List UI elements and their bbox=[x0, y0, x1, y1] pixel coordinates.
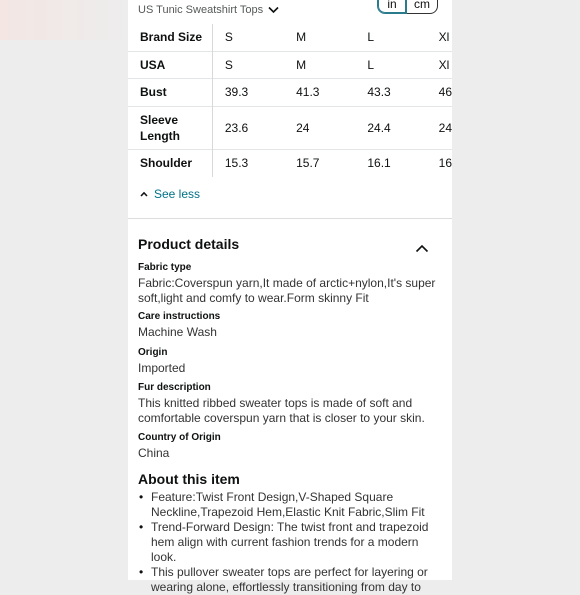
table-cell: S bbox=[224, 57, 233, 72]
table-cell: 24.4 bbox=[367, 120, 391, 135]
list-item: • Trend-Forward Design: The twist front and trapezoid hem align with current fashion trends for a modern look. bbox=[138, 520, 444, 565]
product-link-text: US Tunic Sweatshirt Tops bbox=[138, 4, 264, 16]
collapse-chevron-icon[interactable] bbox=[415, 244, 429, 253]
detail-value: Fabric:Coverspun yarn,It made of arctic+nylon,It's super soft,light and comfy to wear.Form skinny Fit bbox=[138, 276, 436, 305]
table-cell: 23.6 bbox=[224, 120, 249, 135]
about-item-heading: About this item bbox=[138, 471, 240, 487]
detail-value: Machine Wash bbox=[138, 325, 217, 339]
product-panel bbox=[128, 0, 452, 594]
detail-country-of-origin bbox=[138, 431, 438, 461]
list-item: • Feature:Twist Front Design,V-Shaped Square Neckline,Trapezoid Hem,Elastic Knit Fabric,Slim Fit bbox=[138, 490, 444, 520]
table-cell: 16.1 bbox=[367, 156, 391, 171]
see-less-link[interactable] bbox=[140, 187, 200, 201]
detail-label: Fabric type bbox=[138, 262, 192, 273]
background-blur bbox=[0, 0, 128, 40]
table-cell: 39.3 bbox=[224, 85, 249, 99]
detail-fabric-type bbox=[138, 261, 438, 306]
product-details-heading: Product details bbox=[138, 236, 240, 252]
table-cell: 41.3 bbox=[296, 85, 320, 99]
list-item: • This pullover sweater tops are perfect for layering or wearing alone, effortlessly transitioning from day to bbox=[138, 565, 444, 595]
table-row bbox=[128, 78, 452, 106]
table-cell: 16 bbox=[438, 156, 452, 171]
see-less-label: See less bbox=[154, 187, 201, 201]
table-cell: 24 bbox=[296, 120, 310, 135]
about-bullet-list bbox=[138, 490, 444, 595]
table-cell: S bbox=[224, 30, 233, 45]
table-cell: M bbox=[296, 57, 307, 72]
detail-label: Country of Origin bbox=[138, 432, 221, 443]
table-row bbox=[128, 24, 452, 51]
table-cell: Xl bbox=[438, 57, 450, 72]
size-chart-table bbox=[128, 24, 452, 177]
table-row bbox=[128, 106, 452, 149]
detail-origin bbox=[138, 346, 438, 376]
detail-value: China bbox=[138, 446, 170, 460]
unit-toggle bbox=[377, 0, 438, 14]
detail-value: Imported bbox=[138, 361, 186, 375]
detail-care-instructions bbox=[138, 310, 438, 340]
row-header: Bust bbox=[128, 78, 212, 106]
row-header: Brand Size bbox=[128, 24, 212, 51]
table-cell: 43.3 bbox=[367, 85, 391, 99]
detail-label: Care instructions bbox=[138, 311, 221, 322]
section-divider bbox=[128, 218, 452, 219]
detail-value: This knitted ribbed sweater tops is made of soft and comfortable coverspun yarn that is closer to your skin. bbox=[138, 396, 425, 425]
table-cell: 46 bbox=[438, 85, 452, 99]
table-cell: 15.3 bbox=[224, 156, 249, 171]
chevron-down-icon bbox=[268, 6, 279, 14]
detail-fur-description bbox=[138, 381, 438, 426]
table-cell: L bbox=[367, 57, 375, 72]
product-variant-dropdown[interactable] bbox=[138, 2, 279, 18]
unit-cm-button[interactable]: cm bbox=[407, 0, 438, 14]
table-row bbox=[128, 149, 452, 177]
detail-label: Fur description bbox=[138, 382, 211, 393]
chevron-up-icon bbox=[140, 191, 148, 197]
table-cell: Xl bbox=[438, 30, 450, 45]
table-cell: M bbox=[296, 30, 307, 45]
table-cell: 15.7 bbox=[296, 156, 320, 171]
table-cell: 24 bbox=[438, 120, 452, 135]
detail-label: Origin bbox=[138, 347, 168, 358]
unit-in-button[interactable]: in bbox=[377, 0, 407, 14]
table-cell: L bbox=[367, 30, 375, 45]
row-header: Sleeve Length bbox=[128, 106, 212, 149]
row-header: Shoulder bbox=[128, 149, 212, 177]
row-header: USA bbox=[128, 51, 212, 78]
table-row bbox=[128, 51, 452, 78]
